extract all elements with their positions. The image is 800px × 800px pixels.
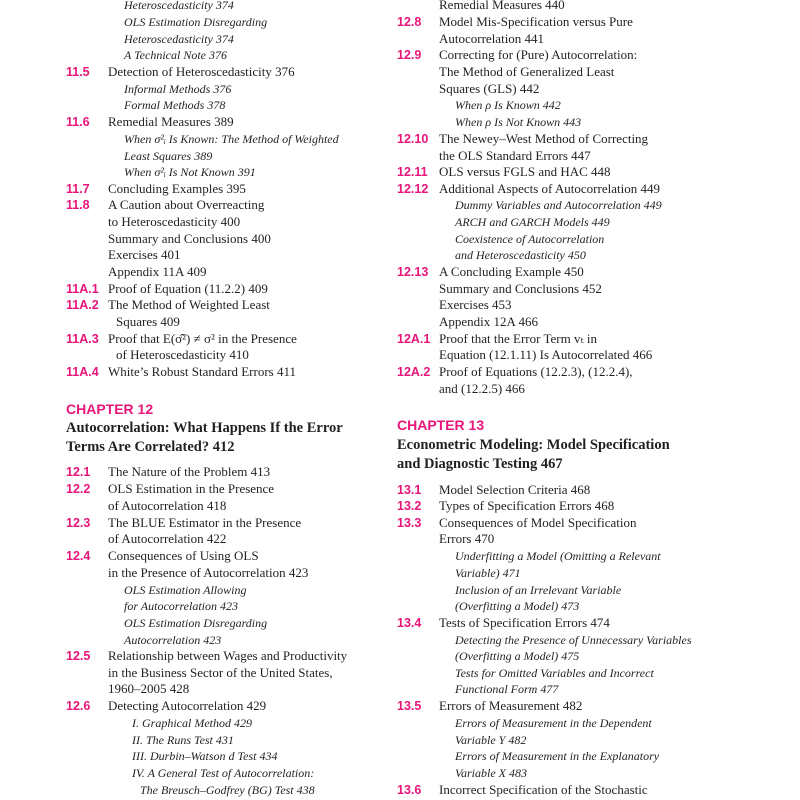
- section-title: (Overfitting a Model) 473: [455, 599, 580, 613]
- section-title: ARCH and GARCH Models 449: [455, 215, 610, 229]
- section-title: Underfitting a Model (Omitting a Relevant: [455, 549, 661, 563]
- section-number: 12A.2: [397, 365, 431, 379]
- section-title: Summary and Conclusions 400: [108, 231, 271, 246]
- section-title: Squares 409: [116, 314, 180, 329]
- section-title: Proof of Equation (11.2.2) 409: [108, 281, 268, 296]
- section-number: 12.6: [66, 699, 91, 713]
- section-number: 11A.4: [66, 365, 99, 379]
- section-title: When ρ Is Known 442: [455, 98, 561, 112]
- section-title: Exercises 401: [108, 247, 181, 262]
- section-number: 11.7: [66, 182, 90, 196]
- chapter-label: CHAPTER 12: [66, 401, 154, 417]
- section-title: White’s Robust Standard Errors 411: [108, 364, 296, 379]
- section-title: Tests for Omitted Variables and Incorrect: [455, 666, 654, 680]
- section-title: Autocorrelation 423: [124, 633, 222, 647]
- section-title: to Heteroscedasticity 400: [108, 214, 241, 229]
- section-title: When σ²ᵢ Is Known: The Method of Weighted: [124, 132, 339, 146]
- section-title: Exercises 453: [439, 297, 512, 312]
- section-number: 11A.3: [66, 332, 99, 346]
- section-title: of Autocorrelation 422: [108, 531, 227, 546]
- section-number: 12.13: [397, 265, 429, 279]
- section-title: (Overfitting a Model) 475: [455, 649, 580, 663]
- section-number: 12.10: [397, 132, 429, 146]
- section-title: Errors of Measurement 482: [439, 698, 583, 713]
- section-title: Additional Aspects of Autocorrelation 449: [439, 181, 660, 196]
- section-title: Tests of Specification Errors 474: [439, 615, 610, 630]
- section-number: 11A.2: [66, 298, 99, 312]
- chapter-title: and Diagnostic Testing 467: [397, 456, 563, 472]
- section-title: OLS versus FGLS and HAC 448: [439, 164, 611, 179]
- section-title: III. Durbin–Watson d Test 434: [132, 749, 278, 763]
- section-title: Appendix 12A 466: [439, 314, 538, 329]
- section-number: 13.1: [397, 483, 422, 497]
- chapter-label: CHAPTER 13: [397, 417, 485, 433]
- section-number: 12.2: [66, 482, 91, 496]
- section-title: Functional Form 477: [455, 682, 559, 696]
- section-number: 12.9: [397, 48, 422, 62]
- section-title: Remedial Measures 440: [439, 0, 565, 12]
- section-title: and Heteroscedasticity 450: [455, 248, 586, 262]
- section-title: Heteroscedasticity 374: [124, 32, 234, 46]
- section-title: The Method of Generalized Least: [439, 64, 615, 79]
- section-title: for Autocorrelation 423: [124, 599, 238, 613]
- chapter-title: Terms Are Correlated? 412: [66, 439, 235, 455]
- section-number: 12A.1: [397, 332, 431, 346]
- section-title: The BLUE Estimator in the Presence: [108, 515, 302, 530]
- section-title: A Concluding Example 450: [439, 264, 584, 279]
- section-number: 13.2: [397, 499, 422, 513]
- section-title: of Heteroscedasticity 410: [116, 347, 249, 362]
- section-title: When σ²ᵢ Is Not Known 391: [124, 165, 256, 179]
- section-title: Correcting for (Pure) Autocorrelation:: [439, 47, 638, 62]
- section-title: Equation (12.1.11) Is Autocorrelated 466: [439, 347, 653, 362]
- section-title: Variable X 483: [455, 766, 527, 780]
- section-title: Types of Specification Errors 468: [439, 498, 615, 513]
- section-title: Summary and Conclusions 452: [439, 281, 602, 296]
- section-number: 13.6: [397, 783, 422, 797]
- section-title: Informal Methods 376: [124, 82, 232, 96]
- section-title: 1960–2005 428: [108, 681, 190, 696]
- section-title: II. The Runs Test 431: [132, 733, 234, 747]
- section-title: OLS Estimation in the Presence: [108, 481, 275, 496]
- section-number: 11.8: [66, 198, 90, 212]
- section-title: Autocorrelation 441: [439, 31, 545, 46]
- section-title: Relationship between Wages and Productivity: [108, 648, 348, 663]
- section-title: Proof of Equations (12.2.3), (12.2.4),: [439, 364, 633, 379]
- section-title: Proof that E(σ̂²) ≠ σ² in the Presence: [108, 331, 297, 346]
- section-title: OLS Estimation Disregarding: [124, 15, 268, 29]
- section-title: Model Selection Criteria 468: [439, 482, 591, 497]
- section-title: Detecting the Presence of Unnecessary Variables: [455, 633, 692, 647]
- section-title: When ρ Is Not Known 443: [455, 115, 582, 129]
- section-title: Errors of Measurement in the Dependent: [455, 716, 652, 730]
- section-title: OLS Estimation Disregarding: [124, 616, 268, 630]
- section-number: 11A.1: [66, 282, 99, 296]
- section-title: Detecting Autocorrelation 429: [108, 698, 267, 713]
- section-number: 12.3: [66, 516, 91, 530]
- section-title: Model Mis-Specification versus Pure: [439, 14, 633, 29]
- section-title: The Breusch–Godfrey (BG) Test 438: [140, 783, 315, 797]
- section-title: Errors 470: [439, 531, 495, 546]
- section-title: IV. A General Test of Autocorrelation:: [132, 766, 315, 780]
- section-title: The Nature of the Problem 413: [108, 464, 271, 479]
- section-title: Heteroscedasticity 374: [124, 0, 234, 12]
- chapter-title: Econometric Modeling: Model Specification: [397, 437, 670, 453]
- section-title: Variable) 471: [455, 566, 521, 580]
- section-title: Least Squares 389: [124, 149, 213, 163]
- section-title: Detection of Heteroscedasticity 376: [108, 64, 295, 79]
- section-title: in the Business Sector of the United States,: [108, 665, 333, 680]
- section-number: 13.3: [397, 516, 422, 530]
- section-title: Consequences of Using OLS: [108, 548, 259, 563]
- section-title: of Autocorrelation 418: [108, 498, 227, 513]
- section-title: A Caution about Overreacting: [108, 197, 265, 212]
- section-title: Formal Methods 378: [124, 98, 226, 112]
- section-title: Variable Y 482: [455, 733, 527, 747]
- section-title: in the Presence of Autocorrelation 423: [108, 565, 309, 580]
- section-title: Squares (GLS) 442: [439, 81, 540, 96]
- section-number: 13.5: [397, 699, 422, 713]
- section-title: Proof that the Error Term vₜ in: [439, 331, 598, 346]
- section-number: 13.4: [397, 616, 422, 630]
- section-title: the OLS Standard Errors 447: [439, 148, 591, 163]
- section-title: Appendix 11A 409: [108, 264, 207, 279]
- section-title: Consequences of Model Specification: [439, 515, 637, 530]
- section-title: I. Graphical Method 429: [132, 716, 252, 730]
- section-title: Errors of Measurement in the Explanatory: [455, 749, 660, 763]
- section-number: 12.5: [66, 649, 91, 663]
- section-number: 12.1: [66, 465, 91, 479]
- section-number: 12.12: [397, 182, 429, 196]
- section-title: Dummy Variables and Autocorrelation 449: [455, 198, 662, 212]
- section-title: Inclusion of an Irrelevant Variable: [455, 583, 622, 597]
- section-title: and (12.2.5) 466: [439, 381, 525, 396]
- section-number: 11.5: [66, 65, 90, 79]
- section-number: 12.4: [66, 549, 91, 563]
- section-title: Remedial Measures 389: [108, 114, 234, 129]
- section-title: The Method of Weighted Least: [108, 297, 270, 312]
- section-title: Incorrect Specification of the Stochastic: [439, 782, 648, 797]
- chapter-title: Autocorrelation: What Happens If the Error: [66, 420, 343, 436]
- section-title: OLS Estimation Allowing: [124, 583, 247, 597]
- section-number: 11.6: [66, 115, 90, 129]
- section-number: 12.8: [397, 15, 422, 29]
- section-title: Coexistence of Autocorrelation: [455, 232, 605, 246]
- section-title: Concluding Examples 395: [108, 181, 246, 196]
- section-title: A Technical Note 376: [124, 48, 227, 62]
- section-title: The Newey–West Method of Correcting: [439, 131, 649, 146]
- section-number: 12.11: [397, 165, 428, 179]
